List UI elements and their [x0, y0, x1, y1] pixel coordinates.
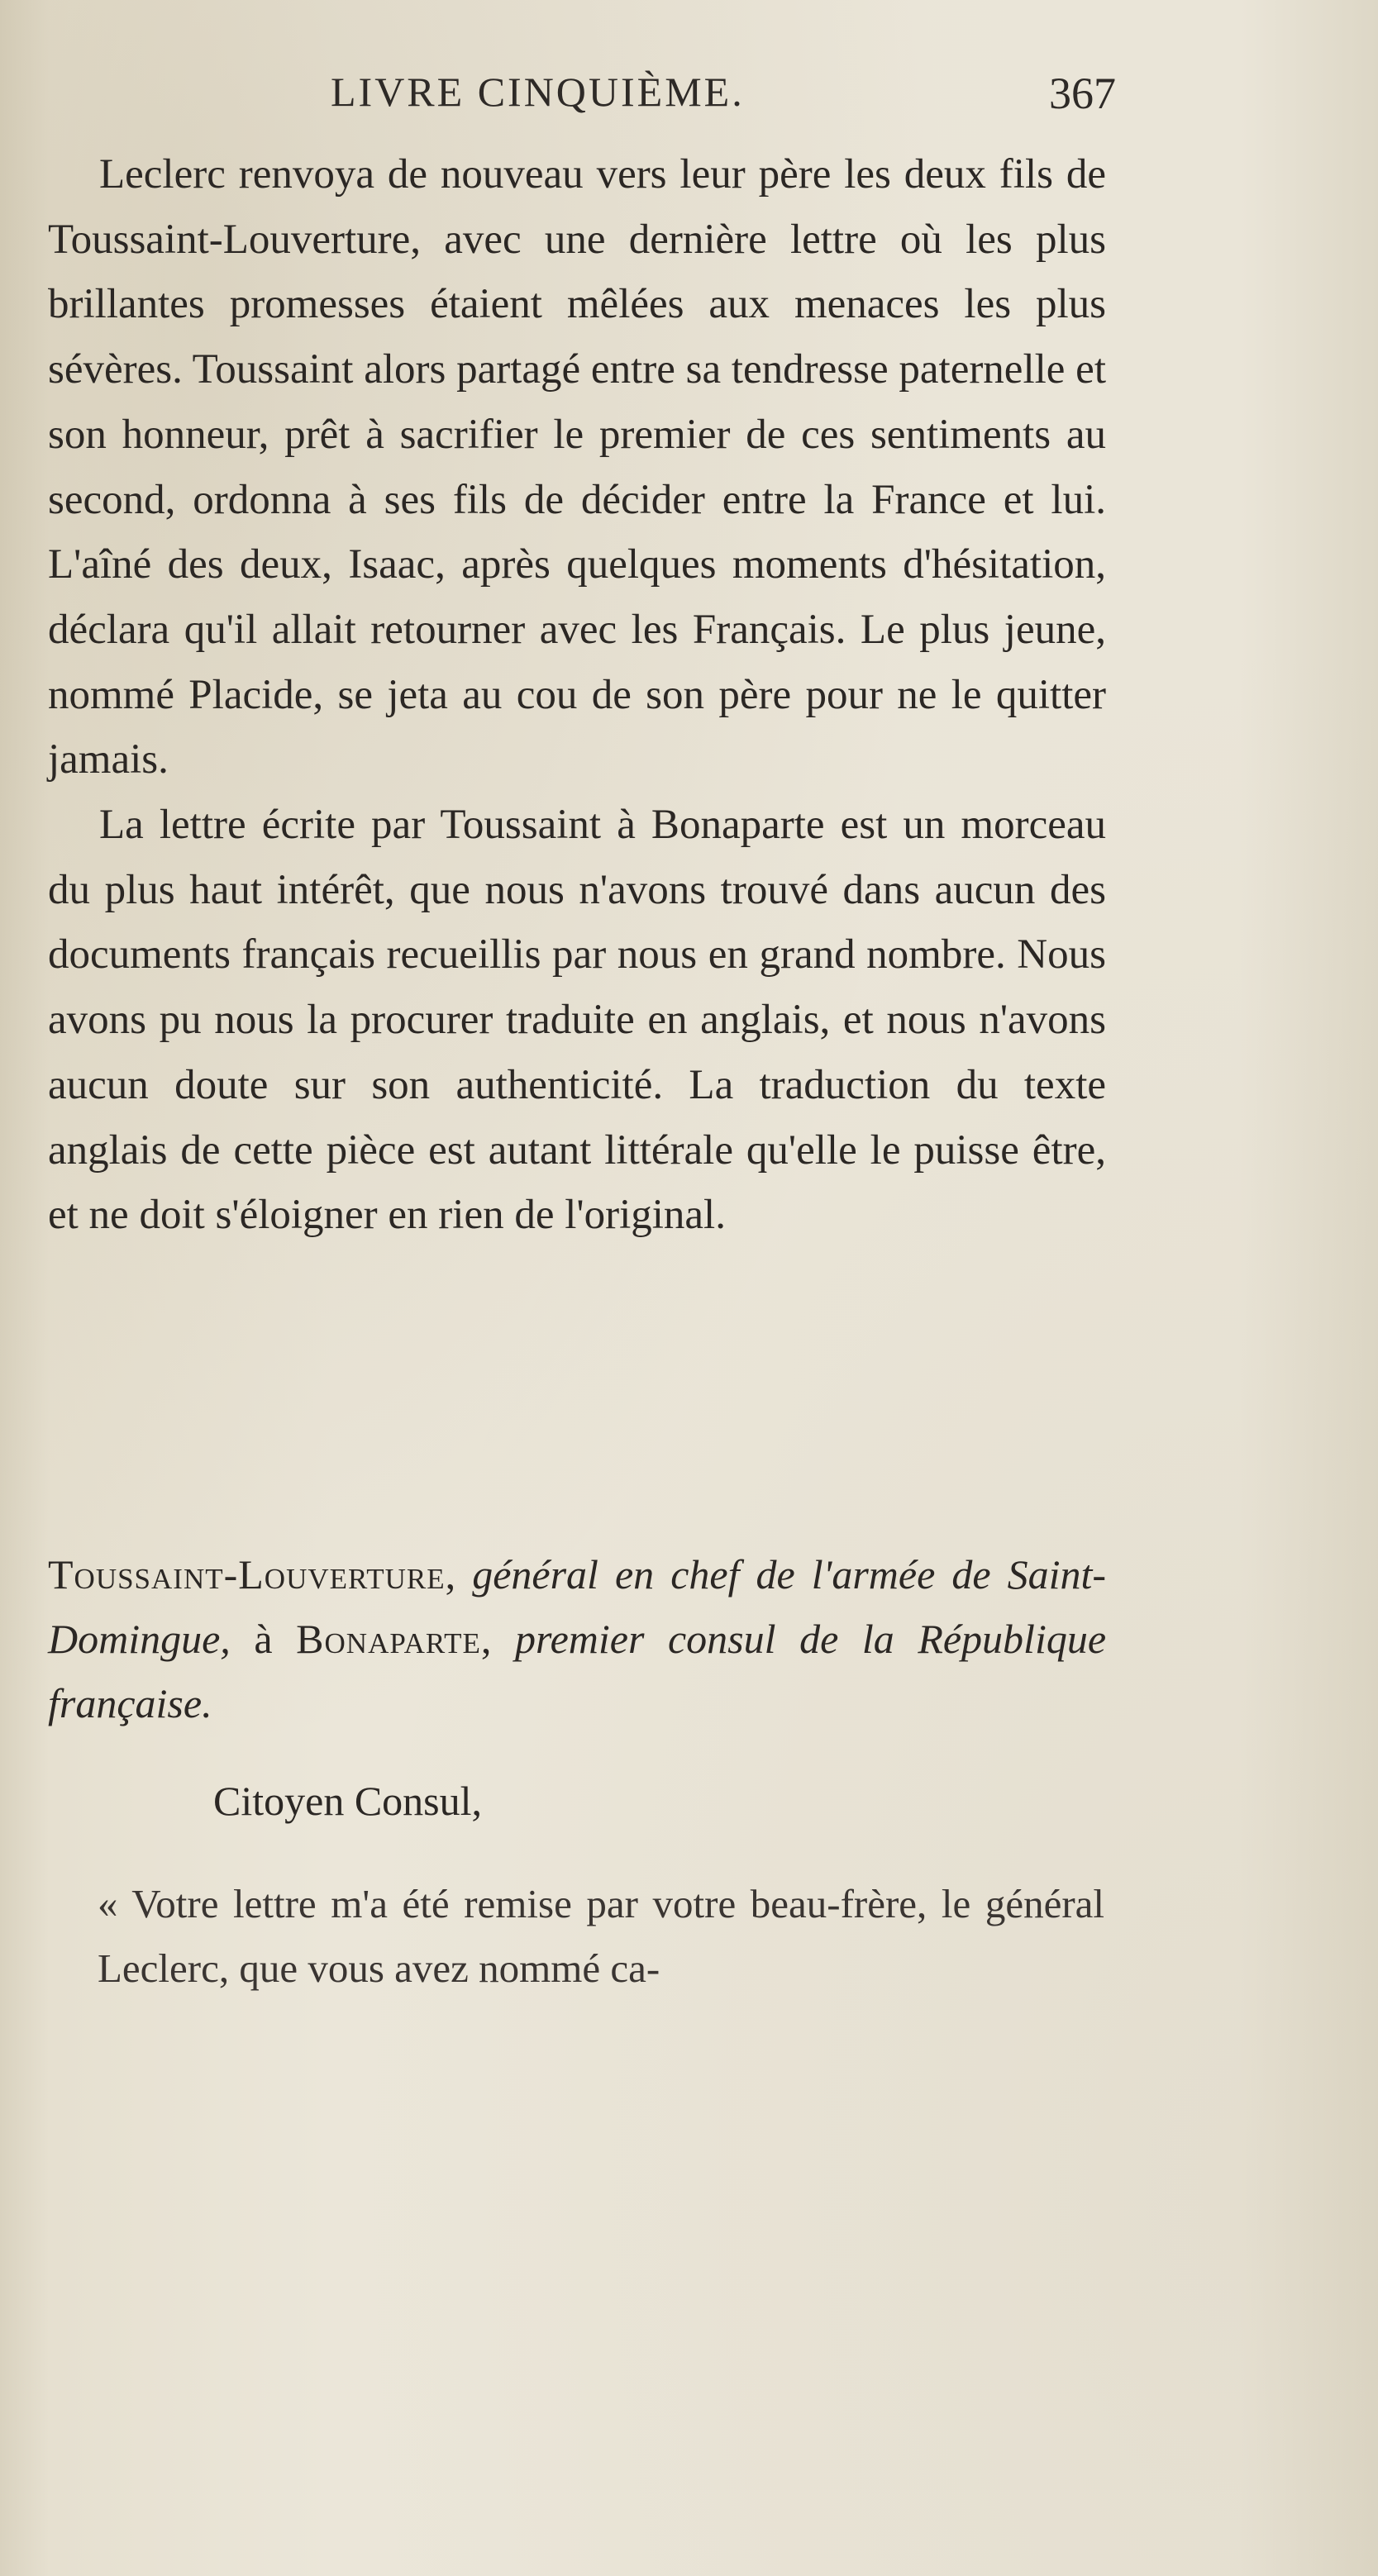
paragraph-lettre: La lettre écrite par Toussaint à Bonaparte est un morceau du plus haut intérêt, que nous n'avons trouvé dans aucun des documents français recueillis par nous en grand nombre. Nous avons pu nous la procurer traduite en anglais, et nous n'avons aucun doute sur son authenticité. La traduction du texte anglais de cette pièce est autant littérale qu'elle le puisse être, et ne doit s'éloigner en rien de l'original.: [48, 802, 1106, 1239]
letter-recipient-title: premier consul de la République française.: [48, 1616, 1107, 1726]
running-head: LIVRE CINQUIÈME.: [331, 69, 745, 115]
letter-sender-title: général en chef de l'armée de Saint-Domingue,: [48, 1551, 1106, 1662]
salutation: Citoyen Consul,: [213, 1778, 483, 1824]
letter-sender: Toussaint-Louverture: [48, 1551, 446, 1598]
page-header: [50, 68, 1116, 126]
letter-to: à: [254, 1616, 273, 1662]
body-text: [48, 142, 1106, 1248]
paragraph-leclerc: Leclerc renvoya de nouveau vers leur père les deux fils de Toussaint-Louverture, avec une dernière lettre où les plus brillantes promesses étaient mêlées aux menaces les plus sévères. Toussaint alors partagé entre sa tendresse paternelle et son honneur, prêt à sacrifier le premier de ces sentiments au second, ordonna à ses fils de décider entre la France et lui. L'aîné des deux, Isaac, après quelques moments d'hésitation, déclara qu'il allait retourner avec les Français. Le plus jeune, nommé Placide, se jeta au cou de son père pour ne le quitter jamais.: [48, 151, 1106, 783]
letter-heading: Toussaint-Louverture, général en chef de l'armée de Saint-Domingue, à Bonaparte, premier consul de la République française.: [48, 1551, 1107, 1726]
letter-recipient: Bonaparte: [296, 1616, 481, 1662]
letter-opening: « Votre lettre m'a été remise par votre beau-frère, le général Leclerc, que vous avez nommé ca-: [98, 1881, 1104, 1991]
page-number: 367: [1049, 69, 1116, 118]
